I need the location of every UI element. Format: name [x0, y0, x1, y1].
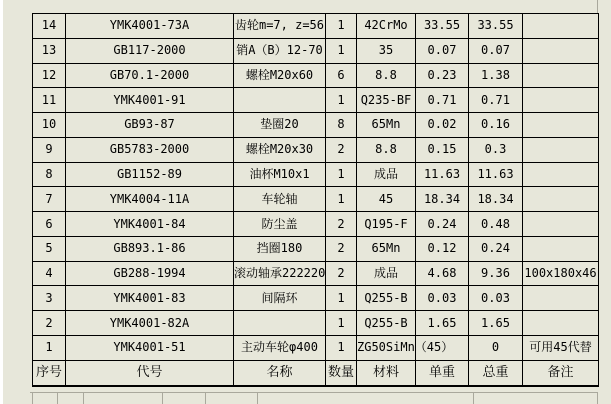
- title-block-divider: [162, 392, 163, 404]
- cell-seq: 1: [33, 335, 66, 360]
- cell-total_weight: 0.07: [469, 38, 523, 63]
- cell-seq: 2: [33, 311, 66, 336]
- header-note: 备注: [523, 360, 599, 386]
- cell-note: [523, 63, 599, 88]
- cell-seq: 10: [33, 113, 66, 138]
- cell-qty: 1: [326, 38, 357, 63]
- cell-name: 挡圈180: [234, 236, 326, 261]
- cell-material: 65Mn: [357, 113, 416, 138]
- table-row: [33, 137, 599, 162]
- cell-note: [523, 113, 599, 138]
- title-block-divider: [32, 392, 33, 404]
- cell-seq: 9: [33, 137, 66, 162]
- cell-note: [523, 162, 599, 187]
- table-row: [33, 311, 599, 336]
- cell-material: Q235-BF: [357, 88, 416, 113]
- cell-unit_weight: 0.02: [416, 113, 469, 138]
- sheet-frame-line-top: [597, 0, 598, 13]
- table-row: [33, 286, 599, 311]
- table-row: [33, 63, 599, 88]
- table-row: [33, 335, 599, 360]
- cell-total_weight: 0.03: [469, 286, 523, 311]
- cell-unit_weight: 33.55: [416, 14, 469, 39]
- table-row: [33, 162, 599, 187]
- cell-material: ZG50SiMn（45）: [357, 335, 416, 360]
- cell-seq: 14: [33, 14, 66, 39]
- cell-name: 间隔环: [234, 286, 326, 311]
- bom-table-body: [33, 14, 599, 361]
- cell-seq: 3: [33, 286, 66, 311]
- cell-material: Q195-F: [357, 212, 416, 237]
- cell-total_weight: 0.16: [469, 113, 523, 138]
- cell-code: YMK4001-73A: [66, 14, 234, 39]
- title-block-divider: [205, 392, 206, 404]
- cell-code: GB1152-89: [66, 162, 234, 187]
- cell-material: 65Mn: [357, 236, 416, 261]
- table-row: [33, 14, 599, 39]
- cell-qty: 2: [326, 236, 357, 261]
- cell-note: 100x180x46: [523, 261, 599, 286]
- cell-unit_weight: 0.03: [416, 286, 469, 311]
- cell-seq: 7: [33, 187, 66, 212]
- cell-name: 螺栓M20x30: [234, 137, 326, 162]
- cell-seq: 12: [33, 63, 66, 88]
- cell-qty: 8: [326, 113, 357, 138]
- cell-unit_weight: 11.63: [416, 162, 469, 187]
- cell-qty: 1: [326, 187, 357, 212]
- cell-note: 可用45代替: [523, 335, 599, 360]
- cell-code: YMK4001-83: [66, 286, 234, 311]
- cell-name: 齿轮m=7, z=56: [234, 14, 326, 39]
- cell-qty: 1: [326, 88, 357, 113]
- cell-note: [523, 14, 599, 39]
- cell-total_weight: 0.48: [469, 212, 523, 237]
- header-material: 材料: [357, 360, 416, 386]
- cell-code: YMK4001-51: [66, 335, 234, 360]
- cell-code: YMK4001-91: [66, 88, 234, 113]
- cell-total_weight: 18.34: [469, 187, 523, 212]
- table-row: [33, 261, 599, 286]
- cell-material: 成品: [357, 162, 416, 187]
- cell-note: [523, 212, 599, 237]
- cell-qty: 6: [326, 63, 357, 88]
- cell-note: [523, 38, 599, 63]
- cell-code: YMK4001-84: [66, 212, 234, 237]
- cell-unit_weight: 0.15: [416, 137, 469, 162]
- cell-name: 油杯M10x1: [234, 162, 326, 187]
- cell-qty: 1: [326, 311, 357, 336]
- cell-seq: 11: [33, 88, 66, 113]
- cell-seq: 5: [33, 236, 66, 261]
- header-seq: 序号: [33, 360, 66, 386]
- cell-total_weight: 11.63: [469, 162, 523, 187]
- table-row: [33, 236, 599, 261]
- cell-qty: 1: [326, 14, 357, 39]
- cell-code: YMK4001-82A: [66, 311, 234, 336]
- cell-name: [234, 311, 326, 336]
- cell-name: 滚动轴承222220: [234, 261, 326, 286]
- cell-unit_weight: 0.71: [416, 88, 469, 113]
- header-total-weight: 总重: [469, 360, 523, 386]
- title-block-top-line: [30, 392, 598, 393]
- cell-unit_weight: 0.07: [416, 38, 469, 63]
- cell-material: 42CrMo: [357, 14, 416, 39]
- cell-unit_weight: 18.34: [416, 187, 469, 212]
- cell-qty: 2: [326, 261, 357, 286]
- cell-qty: 2: [326, 212, 357, 237]
- cell-seq: 13: [33, 38, 66, 63]
- cell-name: 销A（B）12-70: [234, 38, 326, 63]
- cell-code: YMK4004-11A: [66, 187, 234, 212]
- title-block-divider: [473, 392, 474, 404]
- header-qty: 数量: [326, 360, 357, 386]
- cell-code: GB70.1-2000: [66, 63, 234, 88]
- cell-name: 防尘盖: [234, 212, 326, 237]
- header-name: 名称: [234, 360, 326, 386]
- cell-unit_weight: 0.23: [416, 63, 469, 88]
- header-unit-weight: 单重: [416, 360, 469, 386]
- cell-note: [523, 137, 599, 162]
- cell-unit_weight: 0.24: [416, 212, 469, 237]
- cell-code: GB93-87: [66, 113, 234, 138]
- cell-note: [523, 88, 599, 113]
- title-block-divider: [57, 392, 58, 404]
- cell-material: 8.8: [357, 137, 416, 162]
- cell-total_weight: 33.55: [469, 14, 523, 39]
- cell-name: 主动车轮φ400: [234, 335, 326, 360]
- cell-material: 35: [357, 38, 416, 63]
- cell-total_weight: 0.3: [469, 137, 523, 162]
- table-row: [33, 88, 599, 113]
- cell-name: 垫圈20: [234, 113, 326, 138]
- cell-qty: 2: [326, 137, 357, 162]
- bom-table-header: [33, 360, 599, 386]
- cell-total_weight: 1.38: [469, 63, 523, 88]
- cell-name: 螺栓M20x60: [234, 63, 326, 88]
- table-row: [33, 38, 599, 63]
- cell-qty: 1: [326, 335, 357, 360]
- header-code: 代号: [66, 360, 234, 386]
- window-left-edge: [0, 0, 3, 404]
- cell-unit_weight: 0.12: [416, 236, 469, 261]
- cell-code: GB117-2000: [66, 38, 234, 63]
- cell-code: GB288-1994: [66, 261, 234, 286]
- cell-total_weight: 0: [469, 335, 523, 360]
- cell-unit_weight: 1.65: [416, 311, 469, 336]
- cell-material: 8.8: [357, 63, 416, 88]
- cell-qty: 1: [326, 162, 357, 187]
- table-row: [33, 212, 599, 237]
- cell-seq: 4: [33, 261, 66, 286]
- cell-total_weight: 0.71: [469, 88, 523, 113]
- cell-material: 成品: [357, 261, 416, 286]
- cell-note: [523, 236, 599, 261]
- cell-total_weight: 0.24: [469, 236, 523, 261]
- bom-table[interactable]: [32, 13, 599, 387]
- cell-note: [523, 187, 599, 212]
- cell-total_weight: 9.36: [469, 261, 523, 286]
- cell-total_weight: 1.65: [469, 311, 523, 336]
- cell-name: [234, 88, 326, 113]
- cell-seq: 8: [33, 162, 66, 187]
- cell-note: [523, 286, 599, 311]
- cell-code: GB893.1-86: [66, 236, 234, 261]
- cell-code: GB5783-2000: [66, 137, 234, 162]
- table-row: [33, 113, 599, 138]
- cell-name: 车轮轴: [234, 187, 326, 212]
- cell-note: [523, 311, 599, 336]
- cell-material: Q255-B: [357, 286, 416, 311]
- cell-material: 45: [357, 187, 416, 212]
- cell-material: Q255-B: [357, 311, 416, 336]
- table-header-row: [33, 360, 599, 386]
- title-block-divider: [257, 392, 258, 404]
- table-row: [33, 187, 599, 212]
- title-block-divider: [83, 392, 84, 404]
- cell-unit_weight: 4.68: [416, 261, 469, 286]
- cell-qty: 1: [326, 286, 357, 311]
- sheet-frame-line-bottom: [597, 392, 598, 404]
- cell-seq: 6: [33, 212, 66, 237]
